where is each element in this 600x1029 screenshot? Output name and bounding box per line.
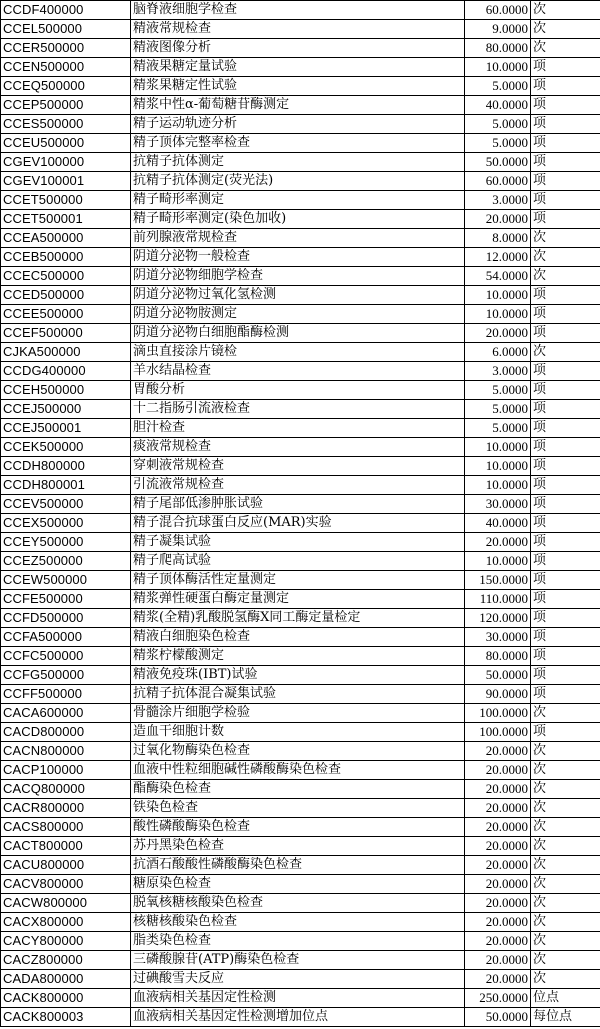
- item-code-cell: CACD800000: [1, 723, 131, 742]
- item-code-cell: CCEJ500001: [1, 419, 131, 438]
- item-price-cell: 50.0000: [465, 1008, 531, 1027]
- item-name-cell: 血液中性粒细胞碱性磷酸酶染色检查: [131, 761, 465, 780]
- table-row: [1, 343, 600, 362]
- item-unit-cell: 次: [531, 875, 600, 894]
- item-code-cell: CCES500000: [1, 115, 131, 134]
- item-code-cell: CACY800000: [1, 932, 131, 951]
- item-unit-cell: 次: [531, 837, 600, 856]
- table-row: [1, 856, 600, 875]
- item-price-cell: 10.0000: [465, 476, 531, 495]
- item-name-cell: 精浆柠檬酸测定: [131, 647, 465, 666]
- item-code-cell: CJKA500000: [1, 343, 131, 362]
- table-body: [1, 1, 600, 1027]
- table-row: [1, 647, 600, 666]
- item-code-cell: CACQ800000: [1, 780, 131, 799]
- item-name-cell: 骨髓涂片细胞学检验: [131, 704, 465, 723]
- item-name-cell: 胆汁检查: [131, 419, 465, 438]
- item-unit-cell: 次: [531, 951, 600, 970]
- item-name-cell: 阴道分泌物一般检查: [131, 248, 465, 267]
- item-name-cell: 穿刺液常规检查: [131, 457, 465, 476]
- item-name-cell: 抗酒石酸酸性磷酸酶染色检查: [131, 856, 465, 875]
- item-price-cell: 150.0000: [465, 571, 531, 590]
- table-row: [1, 476, 600, 495]
- item-unit-cell: 项: [531, 552, 600, 571]
- item-price-cell: 20.0000: [465, 894, 531, 913]
- item-unit-cell: 项: [531, 495, 600, 514]
- item-price-cell: 20.0000: [465, 742, 531, 761]
- item-unit-cell: 项: [531, 210, 600, 229]
- item-name-cell: 精浆果糖定性试验: [131, 77, 465, 96]
- item-unit-cell: 项: [531, 609, 600, 628]
- item-code-cell: CCFG500000: [1, 666, 131, 685]
- item-name-cell: 精浆弹性硬蛋白酶定量测定: [131, 590, 465, 609]
- item-price-cell: 20.0000: [465, 324, 531, 343]
- item-unit-cell: 项: [531, 685, 600, 704]
- item-price-cell: 10.0000: [465, 305, 531, 324]
- item-code-cell: CCFA500000: [1, 628, 131, 647]
- item-name-cell: 过氧化物酶染色检查: [131, 742, 465, 761]
- item-unit-cell: 项: [531, 590, 600, 609]
- item-price-cell: 20.0000: [465, 970, 531, 989]
- table-row: [1, 210, 600, 229]
- item-price-cell: 10.0000: [465, 58, 531, 77]
- item-name-cell: 羊水结晶检查: [131, 362, 465, 381]
- item-code-cell: CACR800000: [1, 799, 131, 818]
- item-name-cell: 精子尾部低渗肿胀试验: [131, 495, 465, 514]
- item-unit-cell: 项: [531, 476, 600, 495]
- table-row: [1, 1, 600, 20]
- table-row: [1, 932, 600, 951]
- item-price-cell: 6.0000: [465, 343, 531, 362]
- item-price-cell: 250.0000: [465, 989, 531, 1008]
- item-name-cell: 三磷酸腺苷(ATP)酶染色检查: [131, 951, 465, 970]
- item-unit-cell: 次: [531, 780, 600, 799]
- item-name-cell: 胃酸分析: [131, 381, 465, 400]
- item-name-cell: 精子混合抗球蛋白反应(MAR)实验: [131, 514, 465, 533]
- item-name-cell: 精液常规检查: [131, 20, 465, 39]
- item-unit-cell: 项: [531, 400, 600, 419]
- item-name-cell: 铁染色检查: [131, 799, 465, 818]
- item-code-cell: CACS800000: [1, 818, 131, 837]
- table-row: [1, 818, 600, 837]
- item-name-cell: 阴道分泌物过氧化氢检测: [131, 286, 465, 305]
- item-price-cell: 20.0000: [465, 533, 531, 552]
- item-price-cell: 30.0000: [465, 495, 531, 514]
- item-code-cell: CCFF500000: [1, 685, 131, 704]
- item-unit-cell: 次: [531, 267, 600, 286]
- item-name-cell: 精子爬高试验: [131, 552, 465, 571]
- table-row: [1, 229, 600, 248]
- item-name-cell: 脱氧核糖核酸染色检查: [131, 894, 465, 913]
- item-name-cell: 引流液常规检查: [131, 476, 465, 495]
- item-code-cell: CGEV100000: [1, 153, 131, 172]
- item-code-cell: CCFC500000: [1, 647, 131, 666]
- table-row: [1, 704, 600, 723]
- item-name-cell: 造血干细胞计数: [131, 723, 465, 742]
- item-code-cell: CACU800000: [1, 856, 131, 875]
- item-name-cell: 脑脊液细胞学检查: [131, 1, 465, 20]
- item-price-cell: 40.0000: [465, 96, 531, 115]
- item-name-cell: 核糖核酸染色检查: [131, 913, 465, 932]
- item-name-cell: 精浆(全精)乳酸脱氢酶X同工酶定量检定: [131, 609, 465, 628]
- item-unit-cell: 项: [531, 647, 600, 666]
- item-price-cell: 20.0000: [465, 951, 531, 970]
- table-row: [1, 191, 600, 210]
- table-row: [1, 742, 600, 761]
- item-price-cell: 20.0000: [465, 875, 531, 894]
- item-name-cell: 酸性磷酸酶染色检查: [131, 818, 465, 837]
- table-row: [1, 552, 600, 571]
- item-unit-cell: 项: [531, 305, 600, 324]
- item-price-cell: 120.0000: [465, 609, 531, 628]
- item-code-cell: CGEV100001: [1, 172, 131, 191]
- table-row: [1, 761, 600, 780]
- item-name-cell: 血液病相关基因定性检测增加位点: [131, 1008, 465, 1027]
- item-name-cell: 十二指肠引流液检查: [131, 400, 465, 419]
- item-unit-cell: 项: [531, 134, 600, 153]
- item-name-cell: 精子凝集试验: [131, 533, 465, 552]
- item-unit-cell: 次: [531, 818, 600, 837]
- item-price-cell: 30.0000: [465, 628, 531, 647]
- table-row: [1, 685, 600, 704]
- item-code-cell: CADA800000: [1, 970, 131, 989]
- item-name-cell: 精浆中性α-葡萄糖苷酶测定: [131, 96, 465, 115]
- item-code-cell: CCEE500000: [1, 305, 131, 324]
- table-row: [1, 628, 600, 647]
- table-row: [1, 419, 600, 438]
- table-row: [1, 305, 600, 324]
- item-unit-cell: 次: [531, 799, 600, 818]
- item-unit-cell: 次: [531, 742, 600, 761]
- item-price-cell: 10.0000: [465, 286, 531, 305]
- item-code-cell: CCEL500000: [1, 20, 131, 39]
- table-row: [1, 115, 600, 134]
- item-code-cell: CCDH800001: [1, 476, 131, 495]
- item-unit-cell: 次: [531, 761, 600, 780]
- table-row: [1, 666, 600, 685]
- item-name-cell: 滴虫直接涂片镜检: [131, 343, 465, 362]
- item-price-cell: 110.0000: [465, 590, 531, 609]
- item-unit-cell: 项: [531, 438, 600, 457]
- item-price-cell: 10.0000: [465, 457, 531, 476]
- item-code-cell: CCEK500000: [1, 438, 131, 457]
- item-unit-cell: 次: [531, 704, 600, 723]
- item-price-cell: 3.0000: [465, 191, 531, 210]
- item-unit-cell: 次: [531, 20, 600, 39]
- item-price-cell: 5.0000: [465, 134, 531, 153]
- item-unit-cell: 次: [531, 39, 600, 58]
- item-code-cell: CCEB500000: [1, 248, 131, 267]
- item-unit-cell: 项: [531, 571, 600, 590]
- item-price-cell: 5.0000: [465, 400, 531, 419]
- item-unit-cell: 项: [531, 153, 600, 172]
- item-code-cell: CACK800000: [1, 989, 131, 1008]
- item-price-cell: 40.0000: [465, 514, 531, 533]
- item-unit-cell: 项: [531, 191, 600, 210]
- item-name-cell: 抗精子抗体测定: [131, 153, 465, 172]
- item-name-cell: 精子畸形率测定(染色加收): [131, 210, 465, 229]
- item-unit-cell: 项: [531, 419, 600, 438]
- item-unit-cell: 次: [531, 932, 600, 951]
- item-price-cell: 5.0000: [465, 115, 531, 134]
- table-row: [1, 20, 600, 39]
- item-name-cell: 精液免疫珠(IBT)试验: [131, 666, 465, 685]
- item-code-cell: CCEY500000: [1, 533, 131, 552]
- item-unit-cell: 项: [531, 362, 600, 381]
- item-price-cell: 5.0000: [465, 419, 531, 438]
- table-row: [1, 134, 600, 153]
- table-row: [1, 1008, 600, 1027]
- item-price-cell: 80.0000: [465, 39, 531, 58]
- item-unit-cell: 次: [531, 229, 600, 248]
- item-price-cell: 5.0000: [465, 77, 531, 96]
- item-code-cell: CACZ800000: [1, 951, 131, 970]
- item-code-cell: CACT800000: [1, 837, 131, 856]
- item-price-cell: 50.0000: [465, 153, 531, 172]
- table-row: [1, 267, 600, 286]
- table-row: [1, 989, 600, 1008]
- item-price-cell: 20.0000: [465, 856, 531, 875]
- item-code-cell: CCEF500000: [1, 324, 131, 343]
- item-name-cell: 阴道分泌物胺测定: [131, 305, 465, 324]
- item-unit-cell: 项: [531, 324, 600, 343]
- table-row: [1, 153, 600, 172]
- item-code-cell: CCEX500000: [1, 514, 131, 533]
- item-code-cell: CCDH800000: [1, 457, 131, 476]
- item-code-cell: CCED500000: [1, 286, 131, 305]
- item-code-cell: CACP100000: [1, 761, 131, 780]
- item-name-cell: 脂类染色检查: [131, 932, 465, 951]
- item-unit-cell: 次: [531, 1, 600, 20]
- item-code-cell: CACN800000: [1, 742, 131, 761]
- item-unit-cell: 项: [531, 533, 600, 552]
- item-name-cell: 精液白细胞染色检查: [131, 628, 465, 647]
- table-row: [1, 457, 600, 476]
- item-unit-cell: 位点: [531, 989, 600, 1008]
- item-price-cell: 90.0000: [465, 685, 531, 704]
- item-name-cell: 痰液常规检查: [131, 438, 465, 457]
- item-price-cell: 54.0000: [465, 267, 531, 286]
- item-unit-cell: 项: [531, 514, 600, 533]
- table-row: [1, 837, 600, 856]
- item-unit-cell: 每位点: [531, 1008, 600, 1027]
- table-row: [1, 799, 600, 818]
- item-code-cell: CCEQ500000: [1, 77, 131, 96]
- item-unit-cell: 次: [531, 856, 600, 875]
- item-price-cell: 20.0000: [465, 837, 531, 856]
- item-price-cell: 20.0000: [465, 818, 531, 837]
- table-row: [1, 77, 600, 96]
- item-unit-cell: 项: [531, 628, 600, 647]
- item-unit-cell: 项: [531, 286, 600, 305]
- item-unit-cell: 项: [531, 96, 600, 115]
- item-code-cell: CCER500000: [1, 39, 131, 58]
- item-unit-cell: 次: [531, 894, 600, 913]
- item-code-cell: CCEA500000: [1, 229, 131, 248]
- item-price-cell: 80.0000: [465, 647, 531, 666]
- table-row: [1, 609, 600, 628]
- item-unit-cell: 项: [531, 172, 600, 191]
- item-code-cell: CACX800000: [1, 913, 131, 932]
- item-name-cell: 糖原染色检查: [131, 875, 465, 894]
- item-price-cell: 10.0000: [465, 552, 531, 571]
- item-unit-cell: 项: [531, 381, 600, 400]
- table-row: [1, 248, 600, 267]
- item-price-cell: 20.0000: [465, 761, 531, 780]
- item-unit-cell: 项: [531, 666, 600, 685]
- item-code-cell: CCEH500000: [1, 381, 131, 400]
- table-row: [1, 780, 600, 799]
- item-code-cell: CCET500000: [1, 191, 131, 210]
- table-row: [1, 495, 600, 514]
- item-unit-cell: 项: [531, 457, 600, 476]
- item-price-cell: 100.0000: [465, 704, 531, 723]
- item-unit-cell: 项: [531, 58, 600, 77]
- item-name-cell: 抗精子抗体测定(荧光法): [131, 172, 465, 191]
- table-row: [1, 96, 600, 115]
- item-name-cell: 精子顶体完整率检查: [131, 134, 465, 153]
- item-code-cell: CCET500001: [1, 210, 131, 229]
- table-row: [1, 533, 600, 552]
- item-unit-cell: 次: [531, 913, 600, 932]
- item-code-cell: CACA600000: [1, 704, 131, 723]
- item-code-cell: CCFE500000: [1, 590, 131, 609]
- item-name-cell: 精液果糖定量试验: [131, 58, 465, 77]
- table-row: [1, 514, 600, 533]
- item-name-cell: 前列腺液常规检查: [131, 229, 465, 248]
- item-code-cell: CCEZ500000: [1, 552, 131, 571]
- item-price-cell: 5.0000: [465, 381, 531, 400]
- table-row: [1, 172, 600, 191]
- item-code-cell: CCEU500000: [1, 134, 131, 153]
- item-name-cell: 苏丹黑染色检查: [131, 837, 465, 856]
- item-code-cell: CACK800003: [1, 1008, 131, 1027]
- item-price-cell: 20.0000: [465, 913, 531, 932]
- item-name-cell: 精子顶体酶活性定量测定: [131, 571, 465, 590]
- item-code-cell: CCDF400000: [1, 1, 131, 20]
- table-row: [1, 324, 600, 343]
- item-price-cell: 9.0000: [465, 20, 531, 39]
- table-row: [1, 723, 600, 742]
- item-name-cell: 精液图像分析: [131, 39, 465, 58]
- item-code-cell: CCEC500000: [1, 267, 131, 286]
- table-row: [1, 590, 600, 609]
- table-row: [1, 438, 600, 457]
- item-unit-cell: 次: [531, 248, 600, 267]
- item-unit-cell: 次: [531, 343, 600, 362]
- item-price-cell: 20.0000: [465, 210, 531, 229]
- item-code-cell: CCEV500000: [1, 495, 131, 514]
- item-unit-cell: 项: [531, 77, 600, 96]
- item-price-cell: 3.0000: [465, 362, 531, 381]
- item-code-cell: CACW800000: [1, 894, 131, 913]
- table-row: [1, 400, 600, 419]
- table-row: [1, 875, 600, 894]
- item-code-cell: CCDG400000: [1, 362, 131, 381]
- table-row: [1, 571, 600, 590]
- item-name-cell: 抗精子抗体混合凝集试验: [131, 685, 465, 704]
- item-price-cell: 60.0000: [465, 172, 531, 191]
- item-price-cell: 20.0000: [465, 780, 531, 799]
- item-price-cell: 8.0000: [465, 229, 531, 248]
- item-unit-cell: 项: [531, 723, 600, 742]
- item-name-cell: 阴道分泌物细胞学检查: [131, 267, 465, 286]
- item-price-cell: 100.0000: [465, 723, 531, 742]
- item-code-cell: CCEJ500000: [1, 400, 131, 419]
- item-name-cell: 阴道分泌物白细胞酯酶检测: [131, 324, 465, 343]
- table-row: [1, 970, 600, 989]
- item-code-cell: CCEP500000: [1, 96, 131, 115]
- item-code-cell: CACV800000: [1, 875, 131, 894]
- item-price-cell: 50.0000: [465, 666, 531, 685]
- item-price-cell: 60.0000: [465, 1, 531, 20]
- item-name-cell: 血液病相关基因定性检测: [131, 989, 465, 1008]
- table-row: [1, 362, 600, 381]
- item-unit-cell: 次: [531, 970, 600, 989]
- item-name-cell: 酯酶染色检查: [131, 780, 465, 799]
- item-name-cell: 精子畸形率测定: [131, 191, 465, 210]
- table-row: [1, 913, 600, 932]
- item-price-cell: 12.0000: [465, 248, 531, 267]
- item-unit-cell: 项: [531, 115, 600, 134]
- table-row: [1, 58, 600, 77]
- table-row: [1, 286, 600, 305]
- table-row: [1, 381, 600, 400]
- item-price-cell: 20.0000: [465, 799, 531, 818]
- item-code-cell: CCEN500000: [1, 58, 131, 77]
- item-name-cell: 过碘酸雪夫反应: [131, 970, 465, 989]
- table-row: [1, 951, 600, 970]
- item-price-cell: 20.0000: [465, 932, 531, 951]
- item-code-cell: CCFD500000: [1, 609, 131, 628]
- item-name-cell: 精子运动轨迹分析: [131, 115, 465, 134]
- item-code-cell: CCEW500000: [1, 571, 131, 590]
- item-price-cell: 10.0000: [465, 438, 531, 457]
- table-row: [1, 894, 600, 913]
- table-row: [1, 39, 600, 58]
